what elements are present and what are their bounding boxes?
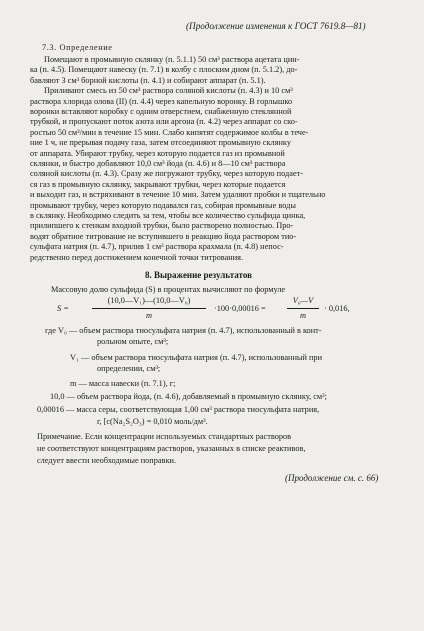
where-line-8: г, [с(Na₂S₂O₃) = 0,010 моль/дм³. xyxy=(97,417,208,426)
section-7-3-line: и выходит газ, и встряхивают в течение 10 мин. Затем удаляют пробки и тщательно xyxy=(30,190,326,200)
section-7-3-line: трубкой, и пропускают поток азота или аргона (п. 4.2) через аппарат со ско- xyxy=(30,117,298,127)
note-line-2: не соответствуют концентрациям растворов, указанных в списке реактивов, xyxy=(37,444,306,453)
header-continuation: (Продолжение изменения к ГОСТ 7619.8—81) xyxy=(186,21,366,31)
where-line-3: V₁ — объем раствора тиосульфата натрия (п. 4.7), использованный при xyxy=(70,353,323,362)
section-7-3-line: склянки, и быстро добавляют 10,0 см³ йода (п. 4.6) и 8—10 см³ раствора xyxy=(30,159,286,168)
section-7-3-line: воронки вставляют коробку с одним отверстием, снабженную стеклянной xyxy=(30,107,292,116)
note-line-3: следует ввести необходимые поправки. xyxy=(37,456,177,465)
formula-intro: Массовую долю сульфида (S) в процентах вычисляют по формуле xyxy=(51,285,286,294)
formula-numerator-2: V₀—V xyxy=(292,296,314,305)
section-7-3-line: Приливают смесь из 50 см³ раствора соляной кислоты (п. 4.3) и 10 см³ xyxy=(44,86,293,96)
fraction-bar-1 xyxy=(92,308,206,309)
formula-middle: ·100·0,00016 = xyxy=(214,304,266,313)
section-7-3-line: редственно перед достижением конечной точки титрования. xyxy=(30,252,244,262)
where-line-6: 10,0 — объем раствора йода, (п. 4.6), добавляемый в промывную склянку, см³; xyxy=(50,392,327,401)
where-line-5: m — масса навески (п. 7.1), г; xyxy=(70,379,176,388)
section-7-3-line: соляной кислоты (п. 4.3). Сразу же погружают трубку, через которую подает- xyxy=(30,169,304,179)
where-line-7: 0,00016 — масса серы, соответствующая 1,00 см³ раствора тиосульфата натрия, xyxy=(37,405,320,414)
section-7-3-line: бавляют 3 см³ борной кислоты (п. 4.1) и собирают аппарат (п. 5.1). xyxy=(30,75,266,85)
where-line-1: где V₀ — объем раствора тиосульфата натрия (п. 4.7), использованный в конт- xyxy=(45,326,322,335)
section-7-3-line: в склянку. Необходимо следить за тем, чтобы все количество сульфида цинка, xyxy=(30,211,306,220)
formula-denominator-2: m xyxy=(300,311,306,320)
section-7-3-line: ние 1 ч, не прерывая подачу газа, затем отсоединяют промывную склянку xyxy=(30,138,291,148)
fraction-bar-2 xyxy=(287,308,319,309)
section-7-3-line: ся газ в промывную склянку, закрывают трубки, через которые подается xyxy=(30,179,286,189)
section-7-3-line: прилипшего к стенкам входной трубки, было растворено полностью. Про- xyxy=(30,221,294,231)
note-line-1: Примечание. Если концентрации используемых стандартных растворов xyxy=(37,432,292,441)
section-7-3-line: водят обратное титрование не вступившего в реакцию йода раствором тио- xyxy=(30,231,297,241)
section-7-3-line: ростью 50 см³/мин в течение 15 мин. Слабо кипятят содержимое колбы в тече- xyxy=(30,127,309,137)
section-7-3-line: Помещают в промывную склянку (п. 5.1.1) 50 см³ раствора ацетата цин- xyxy=(44,55,300,64)
where-line-2: рольном опыте, см³; xyxy=(97,337,169,346)
section-7-3-line: промывают трубку, через которую подавался газ, собирая промывные воды xyxy=(30,200,296,210)
section-7-3-line: сульфата натрия (п. 4.7), прилив 1 см³ раствора крахмала (п. 4.8) непос- xyxy=(30,242,284,252)
formula-numerator-1: (10,0—V₁)—(10,0—V₀) xyxy=(107,296,191,305)
section-8-heading: 8. Выражение результатов xyxy=(145,270,252,280)
formula-denominator-1: m xyxy=(146,311,152,320)
footer-continuation: (Продолжение см. с. 66) xyxy=(285,473,379,483)
section-7-3-line: раствора хлорида олова (II) (п. 4.4) через капельную воронку. В горлышко xyxy=(30,96,293,106)
formula-tail: · 0,016, xyxy=(324,304,350,313)
formula-lhs: S = xyxy=(57,304,69,313)
section-7-3-line: от аппарата. Убирают трубку, через которую подается газ из промывной xyxy=(30,148,285,158)
where-line-4: определении, см³; xyxy=(97,364,161,373)
section-7-3-heading: 7.3. Определение xyxy=(42,43,113,52)
section-7-3-line: ка (п. 4.5). Помещают навеску (п. 7.1) в колбу с плоским дном (п. 5.1.2), до- xyxy=(30,65,298,75)
